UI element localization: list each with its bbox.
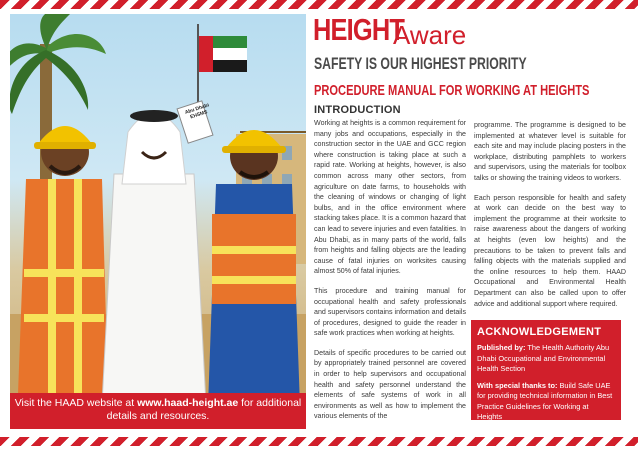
brand-aware-text: Aware	[393, 20, 467, 50]
intro-column-left	[314, 118, 466, 431]
acknowledgement-box	[471, 320, 621, 420]
intro-column-right	[474, 120, 626, 318]
website-link[interactable]: www.haad-height.ae	[137, 397, 239, 409]
intro-paragraph: This procedure and training manual for occupational health and safety professionals and supervisors contains information and details of procedures, designed to guide the reader in safe work practices when working at heights.	[314, 286, 466, 338]
intro-paragraph: Working at heights is a common requirement for many jobs and occupations, especially in the construction sector in the UAE and GCC region where construction is taking place at such a rapid rate. Working at heights, however, is also common across many other sectors, from agriculture on date farms, to households with the cleaning of windows or changing of light bulbs, and in the office environment where stacking takes place. It is a common hazard that can lead to severe injuries and even fatalities. In Abu Dhabi, as in many parts of the world, falls from heights and falling objects are the leading cause of fatal injuries on worksites causing almost 50% of fatal injuries.	[314, 119, 466, 276]
intro-paragraph: Details of specific procedures to be carried out by appropriately trained personnel are covered in order to help supervisors and occupational health and safety personnel understand the elements of safe systems of work in all environments as well as how to implement the various elements of the	[314, 348, 466, 421]
thanks-label: With special thanks to:	[477, 380, 558, 390]
brand-logo	[313, 12, 467, 50]
brand-height-text: HEIGHT	[313, 12, 405, 47]
book-label: Abu Dhabi EHSMS	[184, 102, 210, 121]
visit-website-banner	[10, 393, 306, 429]
published-text: The Health Authority Abu Dhabi Occupational and Environmental Health Section	[477, 343, 610, 373]
introduction-heading: INTRODUCTION	[314, 104, 401, 116]
tagline: SAFETY IS OUR HIGHEST PRIORITY	[314, 54, 527, 73]
workers-illustration	[10, 14, 306, 429]
visit-prefix: Visit the HAAD website at	[14, 397, 138, 409]
acknowledgement-title: ACKNOWLEDGEMENT	[477, 326, 602, 338]
hazard-stripe-bottom	[0, 437, 638, 446]
intro-paragraph: Each person responsible for health and safety at work can decide on the best way to implement the programme at their worksite to raise awareness about the dangers of working at heights (even low heights) and the precautions to be taken to prevent falls and falling objects with the materials supplied and the online resources to help them. HAAD Occupational and Environmental Health Department can also be called upon to offer advice and additional support where required.	[474, 193, 626, 308]
visit-suffix: for additional details and resources.	[106, 397, 302, 422]
manual-title: PROCEDURE MANUAL FOR WORKING AT HEIGHTS	[314, 82, 590, 99]
thanks-text: Build Safe UAE for providing technical information in Best Practice Guidelines for Working at Heights	[477, 380, 613, 421]
hazard-stripe-top	[0, 0, 638, 9]
published-label: Published by:	[477, 343, 526, 352]
published-by	[477, 343, 615, 375]
intro-paragraph: programme. The programme is designed to be implemented at whatever level is suitable for each site and may include placing posters in the workplace, distributing pamphlets to workers and supervisors, using the materials for toolbox talks or showing the training videos to workers.	[474, 121, 626, 182]
special-thanks	[477, 381, 615, 423]
